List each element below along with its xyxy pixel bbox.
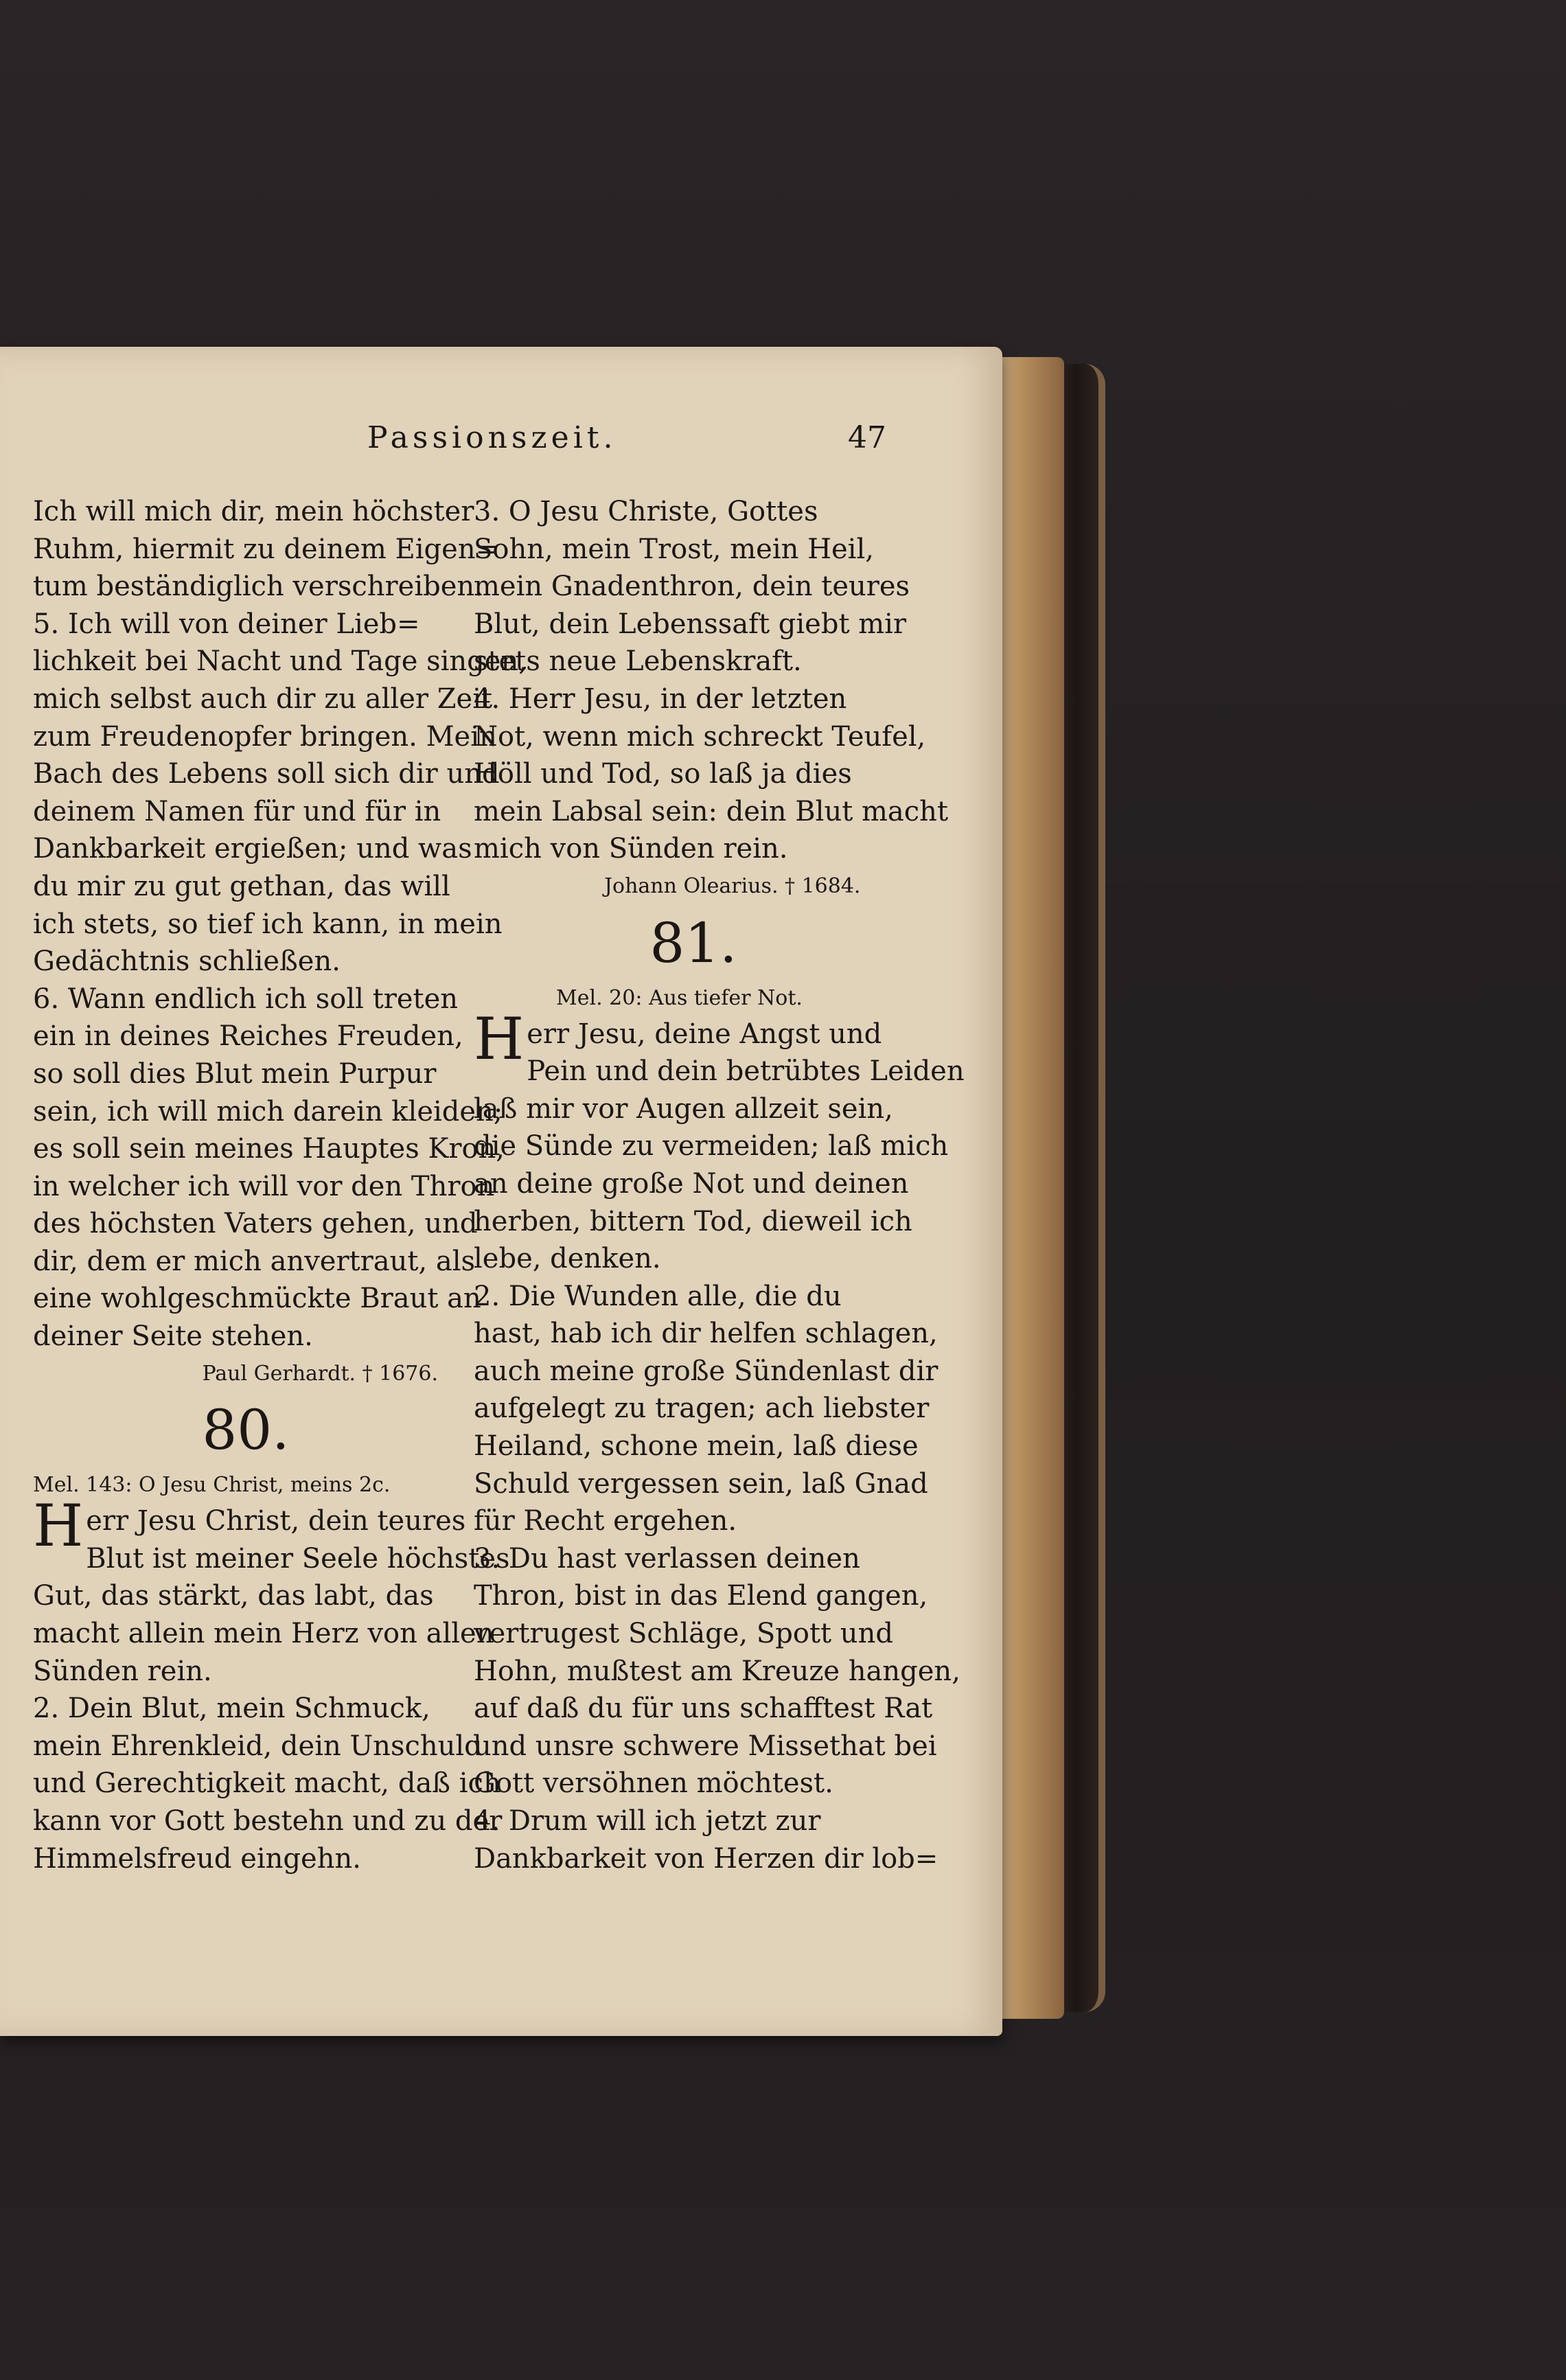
author-credit: Johann Olearius. † 1684. xyxy=(604,873,861,898)
left-top-text xyxy=(33,493,527,1355)
drop-cap: H xyxy=(474,1005,525,1073)
left-column xyxy=(33,493,527,1877)
text-line: du mir zu gut gethan, das will xyxy=(33,870,450,902)
text-line: die Sünde zu vermeiden; laß mich xyxy=(474,1130,949,1163)
text-line: Gedächtnis schließen. xyxy=(33,946,341,978)
text-line: deiner Seite stehen. xyxy=(33,1320,313,1353)
running-header: Passionszeit. xyxy=(367,420,617,455)
text-line: stets neue Lebenskraft. xyxy=(474,645,802,678)
text-line: herben, bittern Tod, dieweil ich xyxy=(474,1205,912,1237)
text-line: zum Freudenopfer bringen. Mein xyxy=(33,720,497,753)
text-line: es soll sein meines Hauptes Kron, xyxy=(33,1133,505,1165)
text-line: mein Ehrenkleid, dein Unschuld xyxy=(33,1730,482,1762)
text-line: Hohn, mußtest am Kreuze hangen, xyxy=(474,1655,960,1687)
text-line: Thron, bist in das Elend gangen, xyxy=(474,1580,928,1612)
text-line: lebe, denken. xyxy=(474,1243,661,1275)
text-line: so soll dies Blut mein Purpur xyxy=(33,1057,437,1090)
text-line: eine wohlgeschmückte Braut an xyxy=(33,1283,481,1315)
text-line: kann vor Gott bestehn und zu der xyxy=(33,1805,503,1837)
text-line: laß mir vor Augen allzeit sein, xyxy=(474,1092,893,1125)
text-line: macht allein mein Herz von allen xyxy=(33,1618,494,1650)
page-number: 47 xyxy=(848,420,886,455)
text-line: Himmelsfreud eingehn. xyxy=(33,1842,361,1875)
text-line: und Gerechtigkeit macht, daß ich xyxy=(33,1767,501,1800)
text-line: tum beständiglich verschreiben. xyxy=(33,571,483,603)
text-line: 4. Drum will ich jetzt zur xyxy=(474,1805,821,1837)
melody-reference: Mel. 20: Aus tiefer Not. xyxy=(556,985,803,1010)
drop-cap: H xyxy=(33,1492,84,1560)
text-line: Schuld vergessen sein, laß Gnad xyxy=(474,1467,928,1500)
text-line: für Recht ergehen. xyxy=(474,1505,737,1537)
text-line: Sünden rein. xyxy=(33,1655,212,1687)
text-line: err Jesu Christ, dein teures xyxy=(86,1505,466,1537)
text-line: 2. Die Wunden alle, die du xyxy=(474,1280,842,1312)
text-line: Blut ist meiner Seele höchstes xyxy=(86,1542,510,1575)
text-line: des höchsten Vaters gehen, und xyxy=(33,1208,478,1240)
text-line: aufgelegt zu tragen; ach liebster xyxy=(474,1393,930,1425)
text-line: mich von Sünden rein. xyxy=(474,833,788,865)
text-line: in welcher ich will vor den Thron xyxy=(33,1170,495,1202)
text-line: ein in deines Reiches Freuden, xyxy=(33,1020,463,1053)
text-line: deinem Namen für und für in xyxy=(33,795,441,827)
text-line: hast, hab ich dir helfen schlagen, xyxy=(474,1318,938,1350)
right-top-text xyxy=(474,493,949,868)
text-line: Ich will mich dir, mein höchster xyxy=(33,496,474,527)
text-line: mich selbst auch dir zu aller Zeit xyxy=(33,683,493,715)
text-line: und unsre schwere Missethat bei xyxy=(474,1730,937,1762)
text-line: 5. Ich will von deiner Lieb= xyxy=(33,608,420,640)
text-line: an deine große Not und deinen xyxy=(474,1167,909,1200)
text-line: vertrugest Schläge, Spott und xyxy=(474,1618,893,1650)
text-line: lichkeit bei Nacht und Tage singen, xyxy=(33,645,527,678)
text-line: Dankbarkeit ergießen; und was xyxy=(33,833,472,865)
text-line: err Jesu, deine Angst und xyxy=(527,1018,882,1050)
hymn-body xyxy=(33,1492,510,1877)
left-bottom-text xyxy=(33,1492,510,1877)
text-line: Gott versöhnen möchtest. xyxy=(474,1767,833,1800)
text-line: auf daß du für uns schafftest Rat xyxy=(474,1693,933,1725)
text-line: 2. Dein Blut, mein Schmuck, xyxy=(33,1693,430,1725)
text-line: Sohn, mein Trost, mein Heil, xyxy=(474,533,874,565)
text-line: dir, dem er mich anvertraut, als xyxy=(33,1245,476,1277)
text-line: Heiland, schone mein, laß diese xyxy=(474,1430,919,1463)
text-line: Dankbarkeit von Herzen dir lob= xyxy=(474,1842,939,1875)
hymn-body xyxy=(474,1005,965,1878)
text-line: Höll und Tod, so laß ja dies xyxy=(474,758,852,790)
text-line: 3. Du hast verlassen deinen xyxy=(474,1542,860,1575)
text-line: mein Labsal sein: dein Blut macht xyxy=(474,795,949,827)
hymn-number: 80. xyxy=(202,1398,290,1463)
text-line: sein, ich will mich darein kleiden; xyxy=(33,1095,503,1128)
text-line: mein Gnadenthron, dein teures xyxy=(474,571,910,603)
text-line: Ruhm, hiermit zu deinem Eigen= xyxy=(33,533,499,565)
text-line: Bach des Lebens soll sich dir und xyxy=(33,758,500,790)
text-line: 3. O Jesu Christe, Gottes xyxy=(474,496,818,527)
text-line: Blut, dein Lebenssaft giebt mir xyxy=(474,608,907,640)
right-bottom-text xyxy=(474,1005,965,1878)
text-line: Gut, das stärkt, das labt, das xyxy=(33,1580,434,1612)
hymn-number: 81. xyxy=(649,911,737,975)
author-credit: Paul Gerhardt. † 1676. xyxy=(202,1361,438,1386)
text-line: auch meine große Sündenlast dir xyxy=(474,1355,939,1387)
text-line: 6. Wann endlich ich soll treten xyxy=(33,983,459,1015)
text-line: 4. Herr Jesu, in der letzten xyxy=(474,683,847,715)
text-line: Not, wenn mich schreckt Teufel, xyxy=(474,720,926,753)
right-column xyxy=(474,493,965,1877)
text-line: Pein und dein betrübtes Leiden xyxy=(527,1055,965,1088)
melody-reference: Mel. 143: O Jesu Christ, meins 2c. xyxy=(33,1473,391,1498)
text-line: ich stets, so tief ich kann, in mein xyxy=(33,908,503,940)
